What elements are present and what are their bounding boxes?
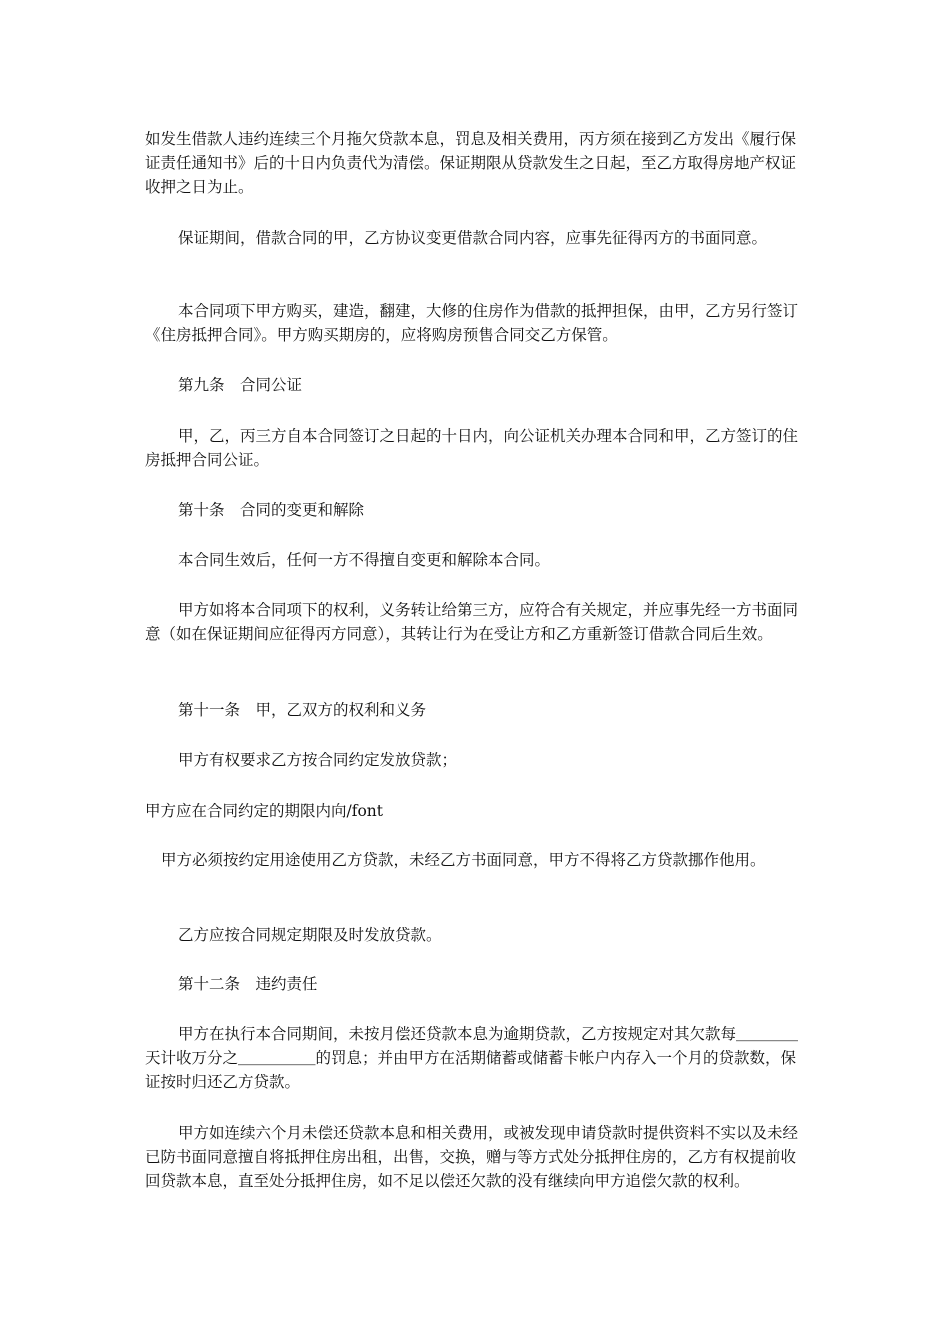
- paragraph-transfer: 甲方如将本合同项下的权利，义务转让给第三方，应符合有关规定，并应事先经一方书面同意（如在保证期间应征得丙方同意），其转让行为在受让方和乙方重新签订借款合同后生效。: [145, 601, 799, 643]
- paragraph-timely-release: 乙方应按合同规定期限及时发放贷款。: [178, 926, 442, 944]
- paragraph-right-loan: 甲方有权要求乙方按合同约定发放贷款；: [178, 751, 458, 769]
- paragraph-loan-usage: 甲方必须按约定用途使用乙方贷款，未经乙方书面同意，甲方不得将乙方贷款挪作他用。: [161, 851, 766, 869]
- heading-article-11: 第十一条 甲，乙双方的权利和义务: [178, 701, 427, 719]
- paragraph-early-recovery: 甲方如连续六个月未偿还贷款本息和相关费用，或被发现申请贷款时提供资料不实以及未经已防书面同意擅自将抵押住房出租，出售，交换，赠与等方式处分抵押住房的，乙方有权提前收回贷款本息，直至处分抵押住房，如不足以偿还欠款的没有继续向甲方追偿欠款的权利。: [145, 1124, 799, 1190]
- paragraph-notarization: 甲，乙，丙三方自本合同签订之日起的十日内，向公证机关办理本合同和甲，乙方签订的住房抵押合同公证。: [145, 427, 799, 469]
- paragraph-guarantee-period: 保证期间，借款合同的甲，乙方协议变更借款合同内容，应事先征得丙方的书面同意。: [178, 229, 768, 247]
- heading-article-12: 第十二条 违约责任: [178, 975, 318, 993]
- paragraph-no-change: 本合同生效后，任何一方不得擅自变更和解除本合同。: [178, 551, 551, 569]
- paragraph-repay-period: 甲方应在合同约定的期限内向/font: [145, 802, 384, 820]
- paragraph-overdue-penalty: 甲方在执行本合同期间，未按月偿还贷款本息为逾期贷款，乙方按规定对其欠款每＿＿＿＿天计收万分之＿＿＿＿＿的罚息；并由甲方在活期储蓄或储蓄卡帐户内存入一个月的贷款数，保证按时归还乙方贷款。: [145, 1025, 799, 1091]
- paragraph-guarantee-default: 如发生借款人违约连续三个月拖欠贷款本息，罚息及相关费用，丙方须在接到乙方发出《履行保证责任通知书》后的十日内负责代为清偿。保证期限从贷款发生之日起，至乙方取得房地产权证收押之日为止。: [145, 130, 797, 196]
- paragraph-mortgage: 本合同项下甲方购买，建造，翻建，大修的住房作为借款的抵押担保，由甲，乙方另行签订《住房抵押合同》。甲方购买期房的，应将购房预售合同交乙方保管。: [145, 302, 799, 344]
- heading-article-9: 第九条 合同公证: [178, 376, 303, 394]
- heading-article-10: 第十条 合同的变更和解除: [178, 501, 365, 519]
